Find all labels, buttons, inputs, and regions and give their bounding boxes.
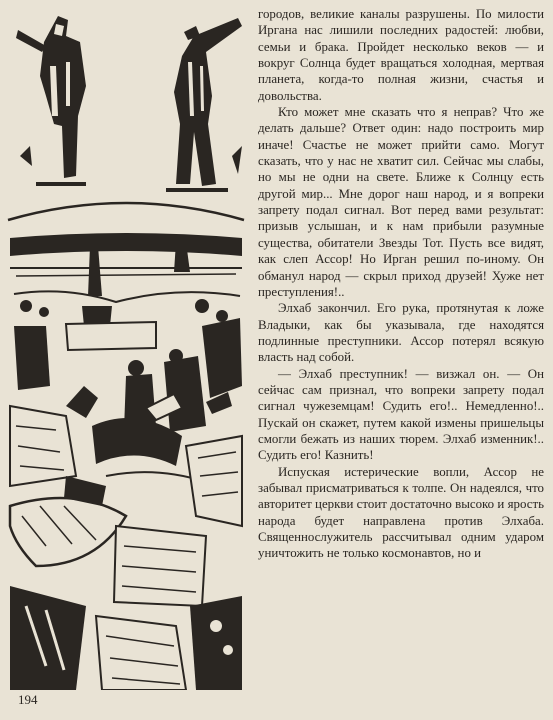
- paragraph: Кто может мне сказать что я неправ? Что же делать дальше? Ответ один: надо построить мир иначе! Счастье не может прийти само. Могут сказать, что у нас не хватит сил. Сейчас мы слабы, но мы не одни на свете. Ближе к Солнцу есть другой мир... Мне дорог наш народ, и я вопреки запрету подал сигнал. Вот перед вами результат: призыв услышан, и к нам прибыли разумные существа, обитатели Звезды Тот. Пусть все видят, как слеп Ассор! Но Ирган решил по-иному. Он обманул народ — скрыл приход друзей! Хуже нет преступления!..: [258, 105, 544, 299]
- text-column: [258, 6, 544, 562]
- paragraph: — Элхаб преступник! — визжал он. — Он сейчас сам признал, что вопреки запрету подал сигнал чужеземцам! Судить его!.. Немедленно!.. Пускай он скажет, путем какой измены пришельцы смогли бежать из наших тюрем. Элхаб изменник!.. Судить его! Казнить!: [258, 366, 544, 463]
- paragraph: городов, великие каналы разрушены. По милости Иргана нас лишили последних радостей: любви, семьи и брака. Пройдет несколько веков — и вокруг Солнца будет вращаться холодная, мертвая планета, когда-то полная жизни, счастья и довольства.: [258, 7, 544, 103]
- paragraph: Элхаб закончил. Его рука, протянутая к ложе Владыки, как бы указывала, где находятся подлинные преступники. Ассор потерял всякую власть над собой.: [258, 301, 544, 365]
- woodcut-illustration: [6, 6, 246, 690]
- page-number: 194: [18, 692, 38, 707]
- paragraph: Испуская истерические вопли, Ассор не забывал присматриваться к толпе. Он надеялся, что авторитет церкви стоит достаточно высоко и ярость народа будет направлена против Элхаба. Священнослужитель рассчитывал одним ударом уничтожить не только космонавтов, но и: [258, 464, 544, 561]
